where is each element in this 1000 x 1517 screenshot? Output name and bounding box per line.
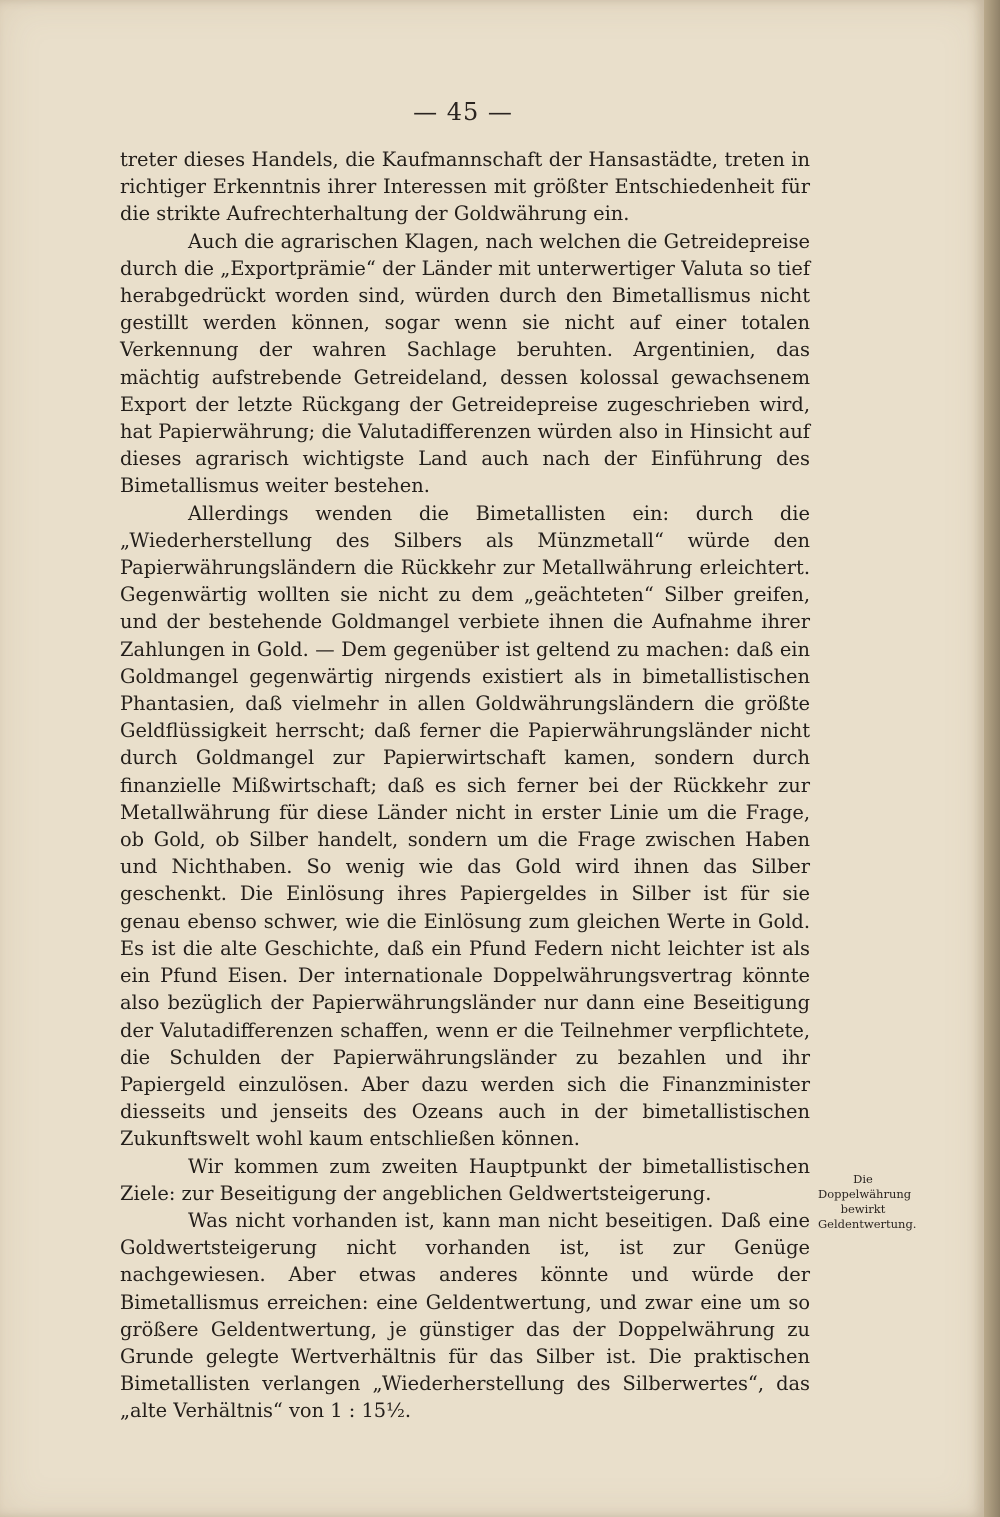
paragraph-2: Auch die agrarischen Klagen, nach welchen die Getreidepreise durch die „Exportprämie“ der Länder mit unterwertiger Valuta so tief herabgedrückt worden sind, würden durch den Bimetallismus nicht gestillt werden können, sogar wenn sie nicht auf einer totalen Verkennung der wahren Sachlage beruhten. Argentinien, das mächtig aufstrebende Getreideland, dessen kolossal gewachsenem Export der letzte Rückgang der Getreidepreise zugeschrieben wird, hat Papierwährung; die Valutadifferenzen würden also in Hinsicht auf dieses agrarisch wichtigste Land auch nach der Einführung des Bimetallismus weiter bestehen.: [120, 229, 810, 498]
paragraph-4: Wir kommen zum zweiten Hauptpunkt der bimetallistischen Ziele: zur Beseitigung der angeblichen Geldwertsteigerung.: [120, 1154, 810, 1205]
page-edge-shadow: [984, 0, 1000, 1517]
margin-note: Die Doppelwährung bewirkt Geldentwertung.: [818, 1172, 917, 1231]
page-number: — 45 —: [413, 98, 513, 126]
body-text: [120, 146, 810, 1425]
paragraph-1: treter dieses Handels, die Kaufmannschaft der Hansastädte, treten in richtiger Erkenntnis ihrer Interessen mit größter Entschiedenheit für die strikte Aufrechterhaltung der Goldwährung ein.: [120, 148, 810, 226]
paragraph-3: Allerdings wenden die Bimetallisten ein: durch die „Wiederherstellung des Silbers als Münzmetall“ würde den Papierwährungsländern die Rückkehr zur Metallwährung erleichtert. Gegenwärtig wollten sie nicht zu dem „geächteten“ Silber greifen, und der bestehende Goldmangel verbiete ihnen die Aufnahme ihrer Zahlungen in Gold. — Dem gegenüber ist geltend zu machen: daß ein Goldmangel gegenwärtig nirgends existiert als in bimetallistischen Phantasien, daß vielmehr in allen Goldwährungsländern die größte Geldflüssigkeit herrscht; daß ferner die Papierwährungsländer nicht durch Goldmangel zur Papierwirtschaft kamen, sondern durch finanzielle Mißwirtschaft; daß es sich ferner bei der Rückkehr zur Metallwährung für diese Länder nicht in erster Linie um die Frage, ob Gold, ob Silber handelt, sondern um die Frage zwischen Haben und Nichthaben. So wenig wie das Gold wird ihnen das Silber geschenkt. Die Einlösung ihres Papiergeldes in Silber ist für sie genau ebenso schwer, wie die Einlösung zum gleichen Werte in Gold. Es ist die alte Geschichte, daß ein Pfund Federn nicht leichter ist als ein Pfund Eisen. Der internationale Doppelwährungsvertrag könnte also bezüglich der Papierwährungsländer nur dann eine Beseitigung der Valutadifferenzen schaffen, wenn er die Teilnehmer verpflichtete, die Schulden der Papierwährungsländer zu bezahlen und ihr Papiergeld einzulösen. Aber dazu werden sich die Finanzminister diesseits und jenseits des Ozeans auch in der bimetallistischen Zukunftswelt wohl kaum entschließen können.: [120, 501, 810, 1151]
paragraph-5: Was nicht vorhanden ist, kann man nicht beseitigen. Daß eine Goldwertsteigerung nicht vorhanden ist, ist zur Genüge nachgewiesen. Aber etwas anderes könnte und würde der Bimetallismus erreichen: eine Geldentwertung, und zwar eine um so größere Geldentwertung, je günstiger das der Doppelwährung zu Grunde gelegte Wertverhältnis für das Silber ist. Die praktischen Bimetallisten verlangen „Wiederherstellung des Silberwertes“, das „alte Verhältnis“ von 1 : 15½.: [120, 1208, 810, 1423]
